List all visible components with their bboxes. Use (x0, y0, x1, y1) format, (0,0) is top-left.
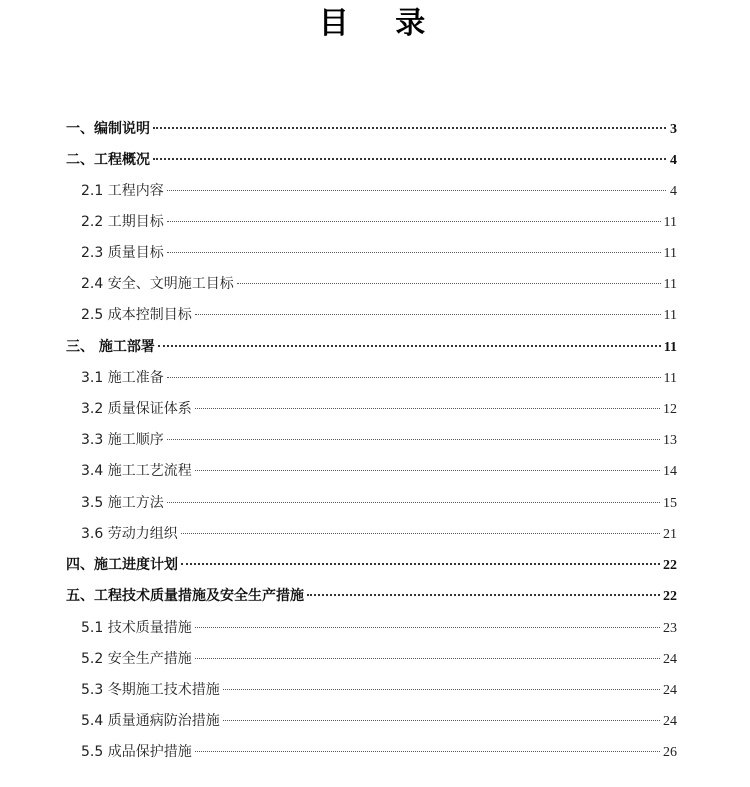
toc-entry-page: 11 (663, 215, 677, 230)
toc-entry-page: 24 (663, 683, 677, 698)
toc-entry-label: 一、编制说明 (66, 121, 150, 137)
toc-entry-label: 3.4 施工工艺流程 (81, 463, 192, 479)
toc-entry-label: 四、施工进度计划 (66, 557, 178, 573)
toc-entry[interactable] (81, 395, 677, 423)
dot-leader (153, 127, 666, 129)
toc-entry[interactable] (81, 707, 677, 735)
toc-entry-page: 12 (663, 402, 677, 417)
toc-entry-page: 23 (663, 621, 677, 636)
dot-leader (167, 190, 666, 191)
toc-entry[interactable] (81, 208, 677, 236)
toc-entry-page: 14 (663, 464, 677, 479)
toc-entry-label: 3.1 施工准备 (81, 370, 164, 386)
dot-leader (167, 439, 660, 440)
toc-entry-label: 二、工程概况 (66, 152, 150, 168)
toc-entry-label: 5.2 安全生产措施 (81, 651, 192, 667)
dot-leader (153, 158, 666, 160)
toc-entry[interactable] (81, 270, 677, 298)
toc-entry[interactable] (66, 115, 677, 143)
toc-entry-page: 11 (663, 371, 677, 386)
dot-leader (223, 720, 660, 721)
toc-entry-page: 15 (663, 496, 677, 511)
toc-entry[interactable] (81, 520, 677, 548)
toc-entry-label: 2.2 工期目标 (81, 214, 164, 230)
toc-entry-page: 24 (663, 714, 677, 729)
toc-entry-page: 4 (670, 153, 677, 168)
toc-entry[interactable] (66, 582, 677, 610)
dot-leader (195, 470, 660, 471)
dot-leader (223, 689, 660, 690)
toc-entry-page: 22 (663, 558, 677, 573)
toc-entry-label: 三、 施工部署 (66, 339, 155, 355)
dot-leader (237, 283, 661, 284)
toc-entry-label: 3.6 劳动力组织 (81, 526, 178, 542)
page-title: 目 录 (318, 6, 444, 41)
dot-leader (167, 252, 661, 253)
toc-entry[interactable] (81, 239, 677, 267)
dot-leader (167, 377, 661, 378)
dot-leader (307, 594, 660, 596)
toc-entry-page: 24 (663, 652, 677, 667)
toc-entry-page: 13 (663, 433, 677, 448)
toc-entry-label: 5.3 冬期施工技术措施 (81, 682, 220, 698)
dot-leader (167, 221, 661, 222)
dot-leader (181, 563, 660, 565)
toc-entry-page: 3 (670, 122, 677, 137)
toc-entry-label: 5.5 成品保护措施 (81, 744, 192, 760)
toc-entry-page: 21 (663, 527, 677, 542)
dot-leader (195, 627, 660, 628)
toc-entry-page: 22 (663, 589, 677, 604)
toc-entry[interactable] (81, 426, 677, 454)
toc-entry-label: 2.5 成本控制目标 (81, 307, 192, 323)
dot-leader (195, 658, 660, 659)
toc-entry-label: 3.3 施工顺序 (81, 432, 164, 448)
toc-entry-label: 5.4 质量通病防治措施 (81, 713, 220, 729)
toc-entry-label: 2.4 安全、文明施工目标 (81, 276, 234, 292)
toc-entry[interactable] (66, 551, 677, 579)
toc-entry-label: 五、工程技术质量措施及安全生产措施 (66, 588, 304, 604)
toc-entry-page: 11 (663, 246, 677, 261)
toc-entry[interactable] (66, 333, 677, 361)
toc-entry-label: 3.5 施工方法 (81, 495, 164, 511)
dot-leader (195, 314, 661, 315)
toc-entry-label: 3.2 质量保证体系 (81, 401, 192, 417)
toc-entry[interactable] (81, 489, 677, 517)
toc-entry[interactable] (81, 676, 677, 704)
toc-entry[interactable] (81, 645, 677, 673)
toc-entry-page: 11 (663, 340, 677, 355)
dot-leader (181, 533, 660, 534)
toc-entry-page: 4 (670, 184, 677, 199)
dot-leader (195, 751, 660, 752)
toc-entry-page: 26 (663, 745, 677, 760)
toc-entry[interactable] (81, 614, 677, 642)
toc-entry-label: 5.1 技术质量措施 (81, 620, 192, 636)
toc-entry-page: 11 (663, 308, 677, 323)
toc-entry-label: 2.1 工程内容 (81, 183, 164, 199)
dot-leader (195, 408, 660, 409)
toc-entry-page: 11 (663, 277, 677, 292)
toc-entry[interactable] (66, 146, 677, 174)
toc-entry[interactable] (81, 177, 677, 205)
toc-entry[interactable] (81, 364, 677, 392)
toc-entry[interactable] (81, 301, 677, 329)
toc-entry[interactable] (81, 738, 677, 766)
toc-entry[interactable] (81, 457, 677, 485)
dot-leader (167, 502, 660, 503)
toc-entry-label: 2.3 质量目标 (81, 245, 164, 261)
dot-leader (158, 345, 661, 347)
